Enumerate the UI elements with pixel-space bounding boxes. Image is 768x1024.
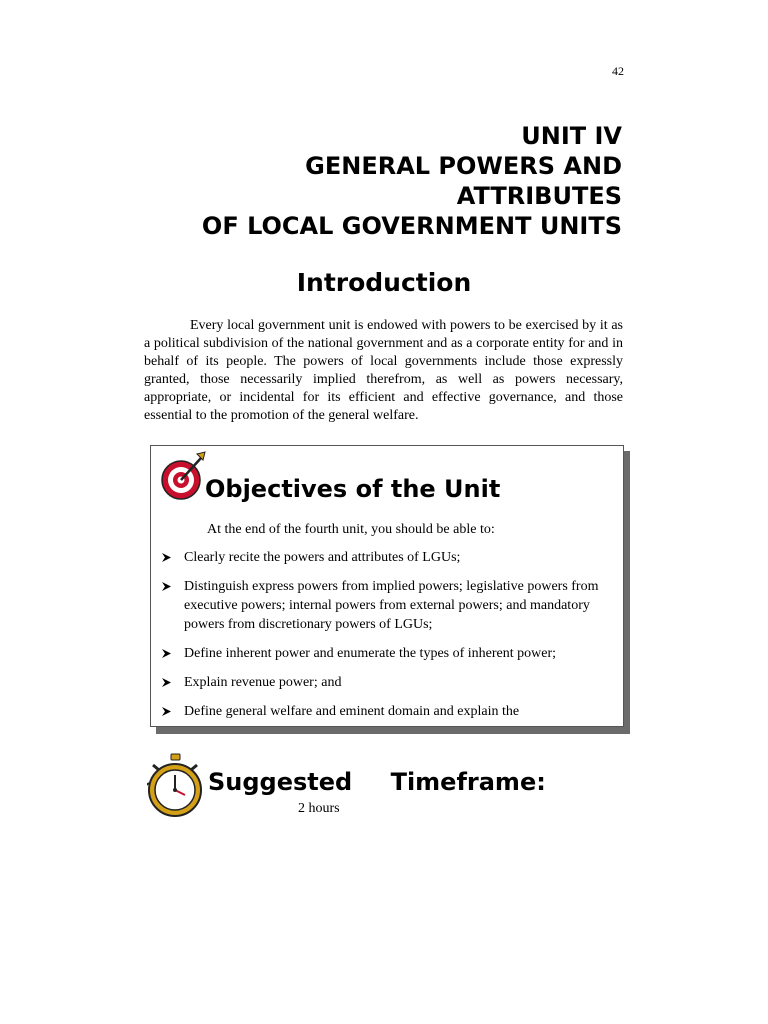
arrow-bullet-icon [161, 648, 172, 659]
objectives-box [150, 445, 624, 727]
objective-text: Define inherent power and enumerate the types of inherent power; [184, 646, 557, 661]
unit-title-line: OF LOCAL GOVERNMENT UNITS [201, 212, 622, 240]
target-dart-icon [161, 450, 207, 500]
unit-title-line: GENERAL POWERS AND [305, 152, 622, 180]
objective-text: Distinguish express powers from implied powers; legislative powers from executive powers; internal powers from external powers; and mandatory powers from discretionary powers of LGUs; [184, 579, 599, 632]
arrow-bullet-icon [161, 581, 172, 592]
unit-title-line: UNIT IV [521, 122, 622, 150]
arrow-bullet-icon [161, 706, 172, 717]
list-item [161, 673, 601, 692]
objective-text: Define general welfare and eminent domain and explain the [184, 704, 520, 719]
timeframe-label: Suggested Timeframe: [208, 768, 546, 796]
list-item [161, 577, 601, 634]
timeframe-value: 2 hours [298, 801, 340, 816]
arrow-bullet-icon [161, 677, 172, 688]
unit-title [202, 121, 622, 241]
list-item [161, 702, 601, 721]
introduction-body: Every local government unit is endowed with powers to be exercised by it as a political subdivision of the national government and as a corporate entity for and in behalf of its people. The powers of local governments include those expressly granted, those necessarily implied therefrom, as well as powers necessary, appropriate, or incidental for its efficient and effective governance, and those essential to the promotion of the general welfare. [144, 318, 623, 423]
objective-text: Explain revenue power; and [184, 675, 342, 690]
arrow-bullet-icon [161, 552, 172, 563]
objectives-list [161, 548, 601, 727]
page-number: 42 [612, 64, 624, 78]
stopwatch-icon [147, 753, 203, 819]
list-item [161, 548, 601, 567]
objectives-heading: Objectives of the Unit [205, 475, 501, 503]
objectives-intro: At the end of the fourth unit, you should be able to: [207, 522, 495, 537]
list-item [161, 644, 601, 663]
objective-text: Clearly recite the powers and attributes of LGUs; [184, 550, 461, 565]
unit-title-line: ATTRIBUTES [456, 182, 622, 210]
introduction-heading: Introduction [296, 268, 472, 297]
